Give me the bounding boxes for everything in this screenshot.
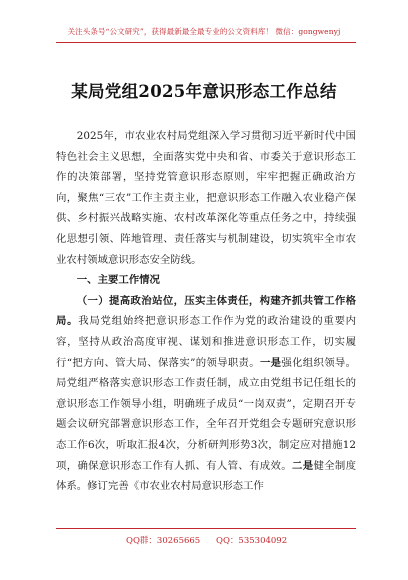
header-note: 关注头条号“公文研究”，获得最新最全最专业的公文资料库！ 微信：gongwenyj bbox=[67, 27, 341, 36]
subsection-paragraph bbox=[56, 291, 356, 497]
point-marker-1: 一是 bbox=[259, 356, 282, 369]
intro-paragraph: 2025年，市农业农村局党组深入学习贯彻习近平新时代中国特色社会主义思想，全面落实党中央和省、市委关于意识形态工作的决策部署，坚持党管意识形态原则，牢牢把握正确政治方向，聚焦“三农”工作主责主业，把意识形态工作融入农业稳产保供、乡村振兴战略实施、农村改革深化等重点任务之中，持续强化思想引领、阵地管理、责任落实与机制建设，切实筑牢全市农业农村领域意识形态安全防线。 bbox=[56, 130, 356, 266]
header-divider bbox=[56, 42, 356, 43]
footer-qq-group: QQ群：30265665 bbox=[126, 536, 201, 546]
subsection-text-c: 健全制度体系。修订完善《市农业农村局意识形态工作 bbox=[56, 459, 357, 493]
footer-divider bbox=[56, 528, 356, 529]
document-body bbox=[56, 126, 356, 497]
document-title: 某局党组2025年意识形态工作总结 bbox=[71, 82, 337, 101]
footer-qq: QQ：535304092 bbox=[216, 536, 288, 546]
point-marker-2: 二是 bbox=[291, 459, 314, 472]
subsection-heading: （一）提高政治站位，压实主体责任，构建齐抓共管工作格局。 bbox=[56, 294, 356, 328]
subsection-text-a: 我局党组始终把意识形态工作作为党的政治建设的重要内容，坚持从政治高度审视、谋划和推进意识形态工作，切实履行“把方向、管大局、保落实”的领导职责。 bbox=[56, 315, 357, 369]
subsection-text-b: 强化组织领导。局党组严格落实意识形态工作责任制，成立由党组书记任组长的意识形态工作领导小组，明确班子成员“一岗双责”，定期召开专题会议研究部署意识形态工作，全年召开党组会专题研究意识形态工作6次，听取汇报4次，分析研判形势3次，制定应对措施12项，确保意识形态工作有人抓、有人管、有成效。 bbox=[56, 356, 357, 472]
section-heading: 一、主要工作情况 bbox=[76, 274, 160, 287]
